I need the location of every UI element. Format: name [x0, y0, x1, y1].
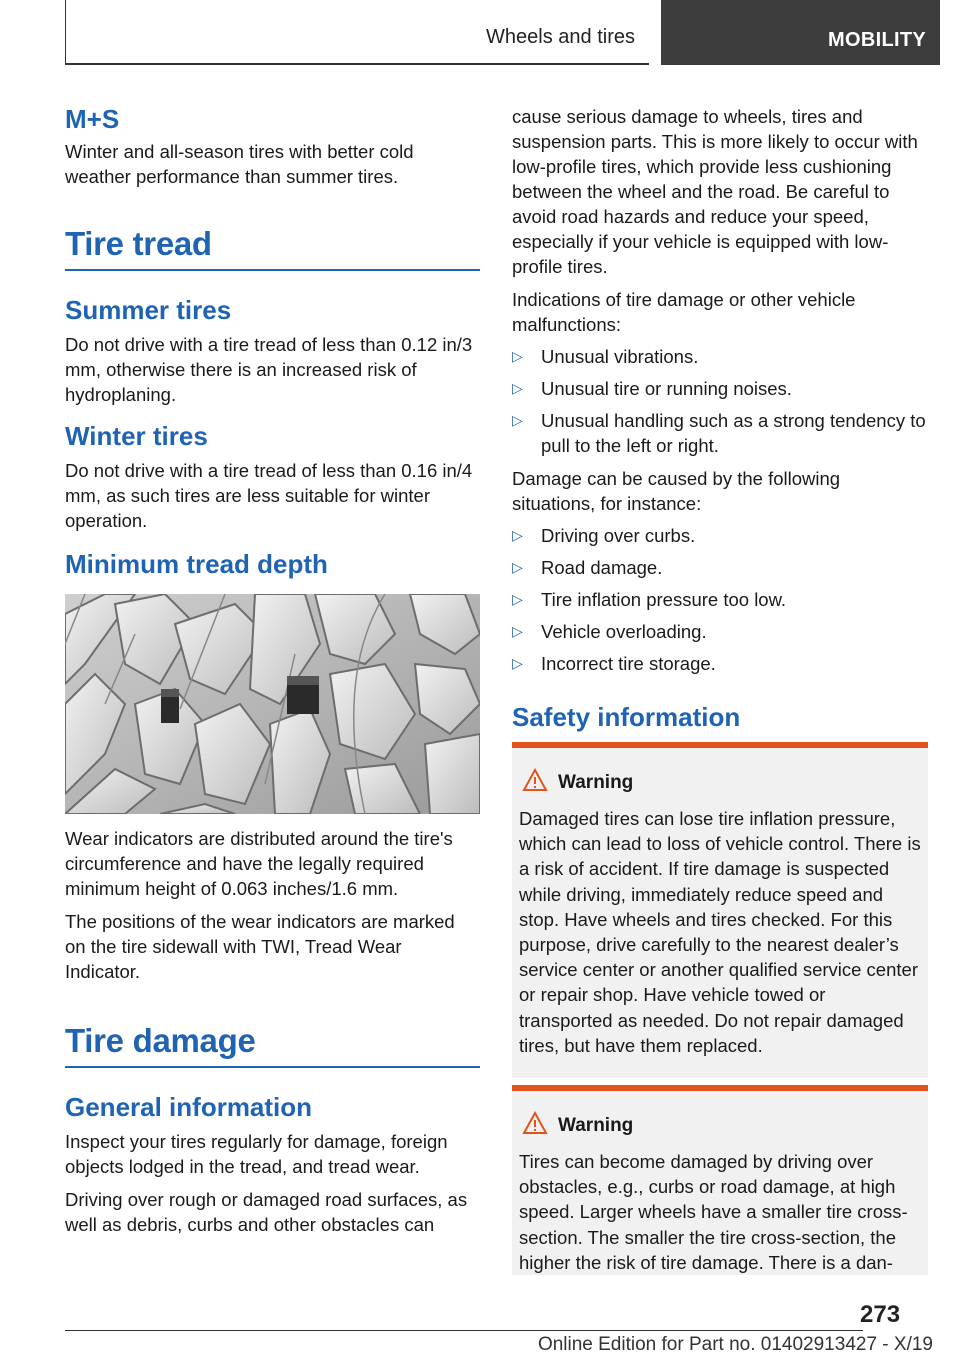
- tire-damage-rule: [65, 1066, 480, 1068]
- causes-list: [512, 523, 928, 676]
- chapter-tab-label: MOBILITY: [828, 29, 926, 51]
- header-section-title: Wheels and tires: [486, 26, 635, 48]
- heading-summer-tires: Summer tires: [65, 295, 232, 325]
- left-column: [65, 104, 480, 1237]
- causes-intro: Damage can be caused by the following situations, for instance:: [512, 468, 841, 514]
- heading-winter-tires: Winter tires: [65, 421, 208, 451]
- triangle-bullet-icon: ▷: [512, 412, 523, 428]
- warning-text: Tires can become damaged by driving over obstacles, e.g., curbs or road damage, at high speed. Larger wheels have a smaller tire cross-section. The smaller the tire cross-section, the higher the risk of tire damage. There is a dan-: [519, 1151, 908, 1273]
- heading-minimum-tread-depth: Minimum tread depth: [65, 549, 328, 579]
- list-item: ▷ Unusual handling such as a strong tendency to pull to the left or right.: [512, 410, 926, 456]
- heading-tire-damage: Tire damage: [65, 1022, 256, 1059]
- heading-tire-tread: Tire tread: [65, 225, 212, 262]
- list-item: ▷ Unusual tire or running noises.: [512, 378, 792, 399]
- right-column: [512, 104, 928, 733]
- warning-text: Damaged tires can lose tire inflation pressure, which can lead to loss of vehicle control. There is a risk of accident. If tire damage is suspected while driving, immediately reduce speed and stop. Have wheels and tires checked. For this purpose, drive carefully to the nearest dealer’s service center or another qualified service center or repair shop. Have vehicle towed or transported as needed. Do not repair damaged tires, but have them replaced.: [519, 808, 921, 1056]
- heading-safety-information: Safety information: [512, 702, 741, 732]
- indications-list: [512, 344, 928, 458]
- tire-tread-rule: [65, 269, 480, 271]
- indications-intro: Indications of tire damage or other vehicle malfunctions:: [512, 289, 856, 335]
- triangle-bullet-icon: ▷: [512, 591, 523, 607]
- list-item: ▷ Vehicle overloading.: [512, 621, 707, 642]
- footer-edition: Online Edition for Part no. 01402913427 - X/19: [537, 1334, 933, 1355]
- list-item: ▷ Incorrect tire storage.: [512, 653, 716, 674]
- triangle-bullet-icon: ▷: [512, 559, 523, 575]
- list-item: ▷ Tire inflation pressure too low.: [512, 589, 787, 610]
- triangle-bullet-icon: ▷: [512, 527, 523, 543]
- warning-title: Warning: [558, 772, 634, 793]
- winter-tires-text: Do not drive with a tire tread of less than 0.16 in/4 mm, as such tires are less suitable for winter operation.: [65, 460, 473, 531]
- list-item: ▷ Unusual vibrations.: [512, 346, 699, 367]
- wear-indicators-text: Wear indicators are distributed around the tire's circumference and have the legally required minimum height of 0.063 inches/1.6 mm.: [65, 828, 453, 899]
- warning-triangle-icon: [522, 1111, 548, 1140]
- inspect-text: Inspect your tires regularly for damage, foreign objects lodged in the tread, and tread wear.: [65, 1131, 448, 1177]
- warning-title: Warning: [558, 1115, 634, 1136]
- triangle-bullet-icon: ▷: [512, 623, 523, 639]
- driving-text: Driving over rough or damaged road surfaces, as well as debris, curbs and other obstacles can: [65, 1189, 468, 1235]
- tread-wear-indicator-image: [65, 594, 480, 814]
- continued-text: cause serious damage to wheels, tires and suspension parts. This is more likely to occur with low-profile tires, which provide less cushioning between the wheel and the road. Be careful to avoid road hazards and reduce your speed, especially if your vehicle is equipped with low-profile tires.: [512, 106, 918, 277]
- triangle-bullet-icon: ▷: [512, 348, 523, 364]
- warning-triangle-icon: [522, 768, 548, 797]
- heading-ms: M+S: [65, 104, 120, 134]
- twi-text: The positions of the wear indicators are marked on the tire sidewall with TWI, Tread Wear Indicator.: [65, 911, 455, 982]
- heading-general-information: General information: [65, 1092, 313, 1122]
- ms-text: Winter and all-season tires with better cold weather performance than summer tires.: [65, 141, 414, 187]
- list-item: ▷ Road damage.: [512, 557, 663, 578]
- page-number: 273: [860, 1301, 901, 1328]
- triangle-bullet-icon: ▷: [512, 655, 523, 671]
- list-item: ▷ Driving over curbs.: [512, 525, 696, 546]
- warning-box-damaged-tires: [512, 742, 928, 1078]
- triangle-bullet-icon: ▷: [512, 380, 523, 396]
- header-rule: [65, 63, 649, 65]
- chapter-tab: [661, 0, 940, 65]
- footer-rule: [65, 1330, 863, 1331]
- warning-box-obstacles: [512, 1085, 928, 1275]
- summer-tires-text: Do not drive with a tire tread of less than 0.12 in/3 mm, otherwise there is an increased risk of hydroplaning.: [65, 334, 473, 405]
